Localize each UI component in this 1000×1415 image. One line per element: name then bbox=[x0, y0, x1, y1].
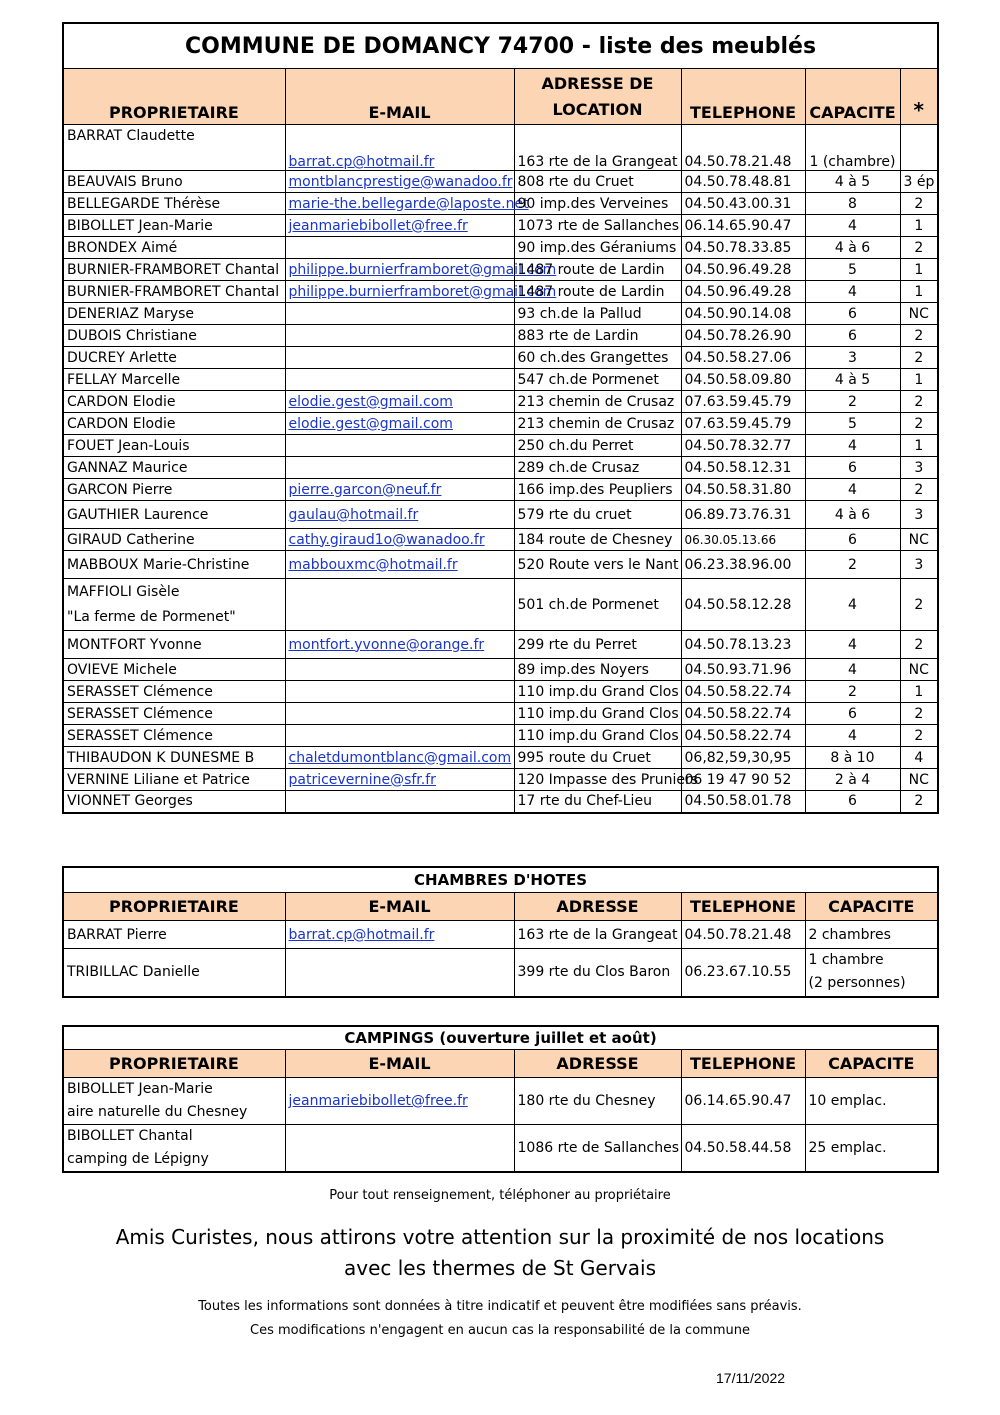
table-row bbox=[63, 125, 938, 171]
table-row bbox=[63, 281, 938, 303]
curistes-line2: avec les thermes de St Gervais bbox=[344, 1256, 656, 1280]
owner-name-line1: BIBOLLET Jean-Marie bbox=[67, 1081, 213, 1097]
phone: 06.89.73.76.31 bbox=[681, 501, 805, 529]
table-row bbox=[63, 237, 938, 259]
phone: 07.63.59.45.79 bbox=[681, 391, 805, 413]
capacity: 2 chambres bbox=[805, 921, 938, 949]
address: 213 chemin de Crusaz bbox=[514, 391, 681, 413]
phone: 04.50.58.22.74 bbox=[681, 703, 805, 725]
rating: NC bbox=[900, 659, 938, 681]
capacity: 4 bbox=[805, 725, 900, 747]
owner-name bbox=[63, 1125, 285, 1173]
email-empty bbox=[285, 347, 514, 369]
chambres-header-email: E-MAIL bbox=[285, 893, 514, 921]
owner-name: BURNIER-FRAMBORET Chantal bbox=[63, 281, 285, 303]
rating: 1 bbox=[900, 215, 938, 237]
phone: 04.50.58.27.06 bbox=[681, 347, 805, 369]
email-cell bbox=[285, 193, 529, 215]
email-empty bbox=[285, 949, 514, 997]
capacity: 2 à 4 bbox=[805, 769, 900, 791]
table-row bbox=[63, 659, 938, 681]
owner-name: DENERIAZ Maryse bbox=[63, 303, 285, 325]
capacity: 5 bbox=[805, 413, 900, 435]
phone: 06.23.38.96.00 bbox=[681, 551, 805, 579]
table-row bbox=[63, 551, 938, 579]
owner-name: CARDON Elodie bbox=[63, 391, 285, 413]
capacity: 5 bbox=[805, 259, 900, 281]
rating bbox=[900, 125, 938, 171]
email-link[interactable]: philippe.burnierframboret@gmail.com bbox=[288, 261, 557, 278]
address: 250 ch.du Perret bbox=[514, 435, 681, 457]
owner-name: FELLAY Marcelle bbox=[63, 369, 285, 391]
email-cell bbox=[285, 171, 514, 193]
meubles-body bbox=[63, 125, 938, 813]
email-link[interactable]: pierre.garcon@neuf.fr bbox=[288, 481, 442, 498]
owner-name: THIBAUDON K DUNESME B bbox=[63, 747, 285, 769]
email-cell bbox=[285, 501, 514, 529]
phone: 04.50.58.44.58 bbox=[681, 1125, 805, 1173]
table-row bbox=[63, 303, 938, 325]
owner-name: BARRAT Pierre bbox=[63, 921, 285, 949]
email-cell bbox=[285, 413, 514, 435]
email-cell bbox=[285, 769, 514, 791]
rating: 2 bbox=[900, 413, 938, 435]
capacity: 6 bbox=[805, 529, 900, 551]
email-cell bbox=[285, 551, 514, 579]
capacity: 1 (chambre) bbox=[805, 125, 900, 171]
email-link[interactable]: elodie.gest@gmail.com bbox=[288, 415, 453, 432]
owner-name: VIONNET Georges bbox=[63, 791, 285, 813]
chambres-header-adresse: ADRESSE bbox=[514, 893, 681, 921]
email-link[interactable]: marie-the.bellegarde@laposte.net bbox=[288, 195, 529, 212]
chambres-header-capacite: CAPACITE bbox=[805, 893, 938, 921]
capacity: 6 bbox=[805, 457, 900, 479]
owner-name: GAUTHIER Laurence bbox=[63, 501, 285, 529]
capacity: 6 bbox=[805, 325, 900, 347]
table-row bbox=[63, 703, 938, 725]
capacity: 4 bbox=[805, 631, 900, 659]
email-empty bbox=[285, 303, 514, 325]
table-row bbox=[63, 1125, 938, 1173]
owner-name: GIRAUD Catherine bbox=[63, 529, 285, 551]
capacity-line1: 1 chambre bbox=[808, 952, 884, 969]
header-proprietaire: PROPRIETAIRE bbox=[63, 69, 285, 125]
owner-name: DUBOIS Christiane bbox=[63, 325, 285, 347]
phone: 04.50.78.32.77 bbox=[681, 435, 805, 457]
rating: NC bbox=[900, 769, 938, 791]
phone: 04.50.93.71.96 bbox=[681, 659, 805, 681]
phone: 04.50.58.12.28 bbox=[681, 579, 805, 631]
capacity: 2 bbox=[805, 391, 900, 413]
capacity: 2 bbox=[805, 681, 900, 703]
table-row bbox=[63, 171, 938, 193]
rating: 1 bbox=[900, 281, 938, 303]
owner-name: OVIEVE Michele bbox=[63, 659, 285, 681]
rating: 2 bbox=[900, 631, 938, 659]
address: 1487 route de Lardin bbox=[514, 281, 681, 303]
table-row bbox=[63, 457, 938, 479]
email-link[interactable]: patricevernine@sfr.fr bbox=[288, 771, 436, 788]
email-cell bbox=[285, 259, 557, 281]
owner-name: SERASSET Clémence bbox=[63, 703, 285, 725]
phone: 04.50.58.09.80 bbox=[681, 369, 805, 391]
table-row bbox=[63, 579, 938, 631]
rating: 2 bbox=[900, 703, 938, 725]
rating: 3 bbox=[900, 501, 938, 529]
address: 166 imp.des Peupliers bbox=[514, 479, 681, 501]
address: 163 rte de la Grangeat bbox=[514, 921, 681, 949]
email-link[interactable]: mabbouxmc@hotmail.fr bbox=[288, 556, 458, 573]
header-telephone: TELEPHONE bbox=[681, 69, 805, 125]
table-row bbox=[63, 215, 938, 237]
header-star: * bbox=[900, 69, 938, 125]
chambres-header-telephone: TELEPHONE bbox=[681, 893, 805, 921]
table-row bbox=[63, 259, 938, 281]
address: 501 ch.de Pormenet bbox=[514, 579, 681, 631]
owner-name: GARCON Pierre bbox=[63, 479, 285, 501]
email-link[interactable]: montblancprestige@wanadoo.fr bbox=[288, 173, 513, 190]
email-empty bbox=[285, 791, 514, 813]
rating: 2 bbox=[900, 325, 938, 347]
capacity: 25 emplac. bbox=[805, 1125, 938, 1173]
campings-header-adresse: ADRESSE bbox=[514, 1050, 681, 1078]
rating: 1 bbox=[900, 259, 938, 281]
phone: 04.50.78.21.48 bbox=[681, 125, 805, 171]
address: 90 imp.des Géraniums bbox=[514, 237, 681, 259]
table-row bbox=[63, 769, 938, 791]
table-row bbox=[63, 921, 938, 949]
campings-header-email: E-MAIL bbox=[285, 1050, 514, 1078]
address: 1086 rte de Sallanches bbox=[514, 1125, 681, 1173]
capacity: 4 bbox=[805, 579, 900, 631]
email-empty bbox=[285, 457, 514, 479]
rating: 2 bbox=[900, 791, 938, 813]
curistes-line1: Amis Curistes, nous attirons votre attention sur la proximité de nos locations bbox=[115, 1225, 885, 1249]
table-row bbox=[63, 681, 938, 703]
header-capacite: CAPACITE bbox=[805, 69, 900, 125]
owner-name: BARRAT Claudette bbox=[63, 125, 285, 171]
phone: 04.50.58.01.78 bbox=[681, 791, 805, 813]
table-row bbox=[63, 347, 938, 369]
phone: 04.50.58.12.31 bbox=[681, 457, 805, 479]
phone: 06 19 47 90 52 bbox=[681, 769, 805, 791]
capacity: 4 à 5 bbox=[805, 171, 900, 193]
email-link[interactable]: philippe.burnierframboret@gmail.com bbox=[288, 283, 557, 300]
owner-name: MONTFORT Yvonne bbox=[63, 631, 285, 659]
email-cell bbox=[285, 529, 514, 551]
rating: 4 bbox=[900, 747, 938, 769]
table-row bbox=[63, 193, 938, 215]
table-row bbox=[63, 791, 938, 813]
meubles-table bbox=[62, 22, 939, 814]
address: 110 imp.du Grand Clos bbox=[514, 725, 681, 747]
email-cell bbox=[285, 215, 514, 237]
owner-name bbox=[63, 579, 285, 631]
phone: 06.14.65.90.47 bbox=[681, 1078, 805, 1125]
address: 808 rte du Cruet bbox=[514, 171, 681, 193]
rating: 2 bbox=[900, 391, 938, 413]
rating: 2 bbox=[900, 237, 938, 259]
phone: 04.50.78.13.23 bbox=[681, 631, 805, 659]
campings-header-capacite: CAPACITE bbox=[805, 1050, 938, 1078]
owner-name: BURNIER-FRAMBORET Chantal bbox=[63, 259, 285, 281]
page-title: COMMUNE DE DOMANCY 74700 - liste des meublés bbox=[63, 23, 938, 69]
header-adresse: ADRESSE DE LOCATION bbox=[514, 69, 681, 125]
owner-name: BIBOLLET Jean-Marie bbox=[63, 215, 285, 237]
rating: NC bbox=[900, 529, 938, 551]
email-empty bbox=[285, 369, 514, 391]
email-cell bbox=[285, 747, 514, 769]
email-link[interactable]: jeanmariebibollet@free.fr bbox=[288, 1093, 468, 1109]
table-row bbox=[63, 631, 938, 659]
rating: 1 bbox=[900, 681, 938, 703]
address: 184 route de Chesney bbox=[514, 529, 681, 551]
table-row bbox=[63, 479, 938, 501]
address: 180 rte du Chesney bbox=[514, 1078, 681, 1125]
owner-name: BRONDEX Aimé bbox=[63, 237, 285, 259]
email-link[interactable]: montfort.yvonne@orange.fr bbox=[288, 636, 485, 653]
campings-table bbox=[62, 1025, 939, 1173]
owner-name: DUCREY Arlette bbox=[63, 347, 285, 369]
rating: NC bbox=[900, 303, 938, 325]
address: 547 ch.de Pormenet bbox=[514, 369, 681, 391]
rating: 2 bbox=[900, 579, 938, 631]
capacity: 3 bbox=[805, 347, 900, 369]
email-cell bbox=[285, 479, 514, 501]
owner-name bbox=[63, 1078, 285, 1125]
address: 520 Route vers le Nant bbox=[514, 551, 681, 579]
address: 110 imp.du Grand Clos bbox=[514, 703, 681, 725]
email-empty bbox=[285, 435, 514, 457]
chambres-header-proprietaire: PROPRIETAIRE bbox=[63, 893, 285, 921]
phone: 04.50.78.26.90 bbox=[681, 325, 805, 347]
phone: 06.30.05.13.66 bbox=[681, 529, 805, 551]
capacity: 4 à 6 bbox=[805, 237, 900, 259]
address: 995 route du Cruet bbox=[514, 747, 681, 769]
address: 1487 route de Lardin bbox=[514, 259, 681, 281]
phone: 04.50.96.49.28 bbox=[681, 281, 805, 303]
capacity: 4 bbox=[805, 435, 900, 457]
disclaimer bbox=[0, 1295, 1000, 1343]
address: 89 imp.des Noyers bbox=[514, 659, 681, 681]
phone: 04.50.90.14.08 bbox=[681, 303, 805, 325]
email-empty bbox=[285, 1125, 514, 1173]
email-link[interactable]: elodie.gest@gmail.com bbox=[288, 393, 453, 410]
address: 399 rte du Clos Baron bbox=[514, 949, 681, 997]
email-cell bbox=[285, 631, 514, 659]
phone: 04.50.96.49.28 bbox=[681, 259, 805, 281]
email-empty bbox=[285, 325, 514, 347]
capacity: 4 bbox=[805, 281, 900, 303]
address: 289 ch.de Crusaz bbox=[514, 457, 681, 479]
phone: 04.50.78.48.81 bbox=[681, 171, 805, 193]
campings-title: CAMPINGS (ouverture juillet et août) bbox=[63, 1026, 938, 1050]
table-row bbox=[63, 949, 938, 997]
owner-name: SERASSET Clémence bbox=[63, 681, 285, 703]
owner-name: FOUET Jean-Louis bbox=[63, 435, 285, 457]
phone: 04.50.58.22.74 bbox=[681, 681, 805, 703]
phone: 07.63.59.45.79 bbox=[681, 413, 805, 435]
owner-name-line1: MAFFIOLI Gisèle bbox=[67, 583, 180, 600]
email-link[interactable]: jeanmariebibollet@free.fr bbox=[288, 217, 468, 234]
table-row bbox=[63, 413, 938, 435]
capacity: 4 à 5 bbox=[805, 369, 900, 391]
phone: 04.50.78.33.85 bbox=[681, 237, 805, 259]
table-row bbox=[63, 391, 938, 413]
address: 90 imp.des Verveines bbox=[514, 193, 681, 215]
email-link[interactable]: barrat.cp@hotmail.fr bbox=[288, 154, 435, 170]
owner-name: BEAUVAIS Bruno bbox=[63, 171, 285, 193]
table-row bbox=[63, 435, 938, 457]
capacity: 6 bbox=[805, 791, 900, 813]
curistes-note bbox=[0, 1222, 1000, 1284]
table-row bbox=[63, 1078, 938, 1125]
rating: 3 bbox=[900, 457, 938, 479]
rating: 2 bbox=[900, 193, 938, 215]
table-row bbox=[63, 325, 938, 347]
rating: 2 bbox=[900, 347, 938, 369]
owner-name: MABBOUX Marie-Christine bbox=[63, 551, 285, 579]
owner-name: TRIBILLAC Danielle bbox=[63, 949, 285, 997]
address: 213 chemin de Crusaz bbox=[514, 413, 681, 435]
rating: 1 bbox=[900, 369, 938, 391]
disclaimer-line2: Ces modifications n'engagent en aucun cas la responsabilité de la commune bbox=[250, 1323, 750, 1338]
owner-name-line2: aire naturelle du Chesney bbox=[67, 1104, 248, 1120]
rating: 2 bbox=[900, 479, 938, 501]
disclaimer-line1: Toutes les informations sont données à titre indicatif et peuvent être modifiées sans préavis. bbox=[198, 1299, 802, 1314]
email-empty bbox=[285, 237, 514, 259]
email-link[interactable]: cathy.giraud1o@wanadoo.fr bbox=[288, 531, 485, 548]
campings-header-proprietaire: PROPRIETAIRE bbox=[63, 1050, 285, 1078]
owner-name: BELLEGARDE Thérèse bbox=[63, 193, 285, 215]
phone: 04.50.58.31.80 bbox=[681, 479, 805, 501]
owner-name: VERNINE Liliane et Patrice bbox=[63, 769, 285, 791]
address: 883 rte de Lardin bbox=[514, 325, 681, 347]
address: 579 rte du cruet bbox=[514, 501, 681, 529]
phone: 04.50.43.00.31 bbox=[681, 193, 805, 215]
chambres-title: CHAMBRES D'HOTES bbox=[63, 867, 938, 893]
table-row bbox=[63, 747, 938, 769]
table-row bbox=[63, 529, 938, 551]
owner-name-line2: camping de Lépigny bbox=[67, 1151, 209, 1167]
capacity: 2 bbox=[805, 551, 900, 579]
address: 93 ch.de la Pallud bbox=[514, 303, 681, 325]
address: 110 imp.du Grand Clos bbox=[514, 681, 681, 703]
owner-name: CARDON Elodie bbox=[63, 413, 285, 435]
table-row bbox=[63, 501, 938, 529]
capacity-line2: (2 personnes) bbox=[808, 975, 906, 992]
capacity bbox=[805, 949, 938, 997]
email-link[interactable]: barrat.cp@hotmail.fr bbox=[288, 926, 435, 943]
email-empty bbox=[285, 725, 514, 747]
capacity: 8 bbox=[805, 193, 900, 215]
address: 120 Impasse des Pruniers bbox=[514, 769, 681, 791]
address: 17 rte du Chef-Lieu bbox=[514, 791, 681, 813]
table-row bbox=[63, 725, 938, 747]
email-link[interactable]: chaletdumontblanc@gmail.com bbox=[288, 749, 512, 766]
email-empty bbox=[285, 659, 514, 681]
email-empty bbox=[285, 681, 514, 703]
capacity: 4 à 6 bbox=[805, 501, 900, 529]
owner-name-line1: BIBOLLET Chantal bbox=[67, 1128, 193, 1144]
capacity: 8 à 10 bbox=[805, 747, 900, 769]
document-date: 17/11/2022 bbox=[716, 1370, 786, 1386]
email-cell bbox=[285, 281, 557, 303]
email-empty bbox=[285, 703, 514, 725]
info-note: Pour tout renseignement, téléphoner au propriétaire bbox=[329, 1188, 671, 1203]
capacity: 10 emplac. bbox=[805, 1078, 938, 1125]
address: 299 rte du Perret bbox=[514, 631, 681, 659]
capacity: 4 bbox=[805, 659, 900, 681]
owner-name: SERASSET Clémence bbox=[63, 725, 285, 747]
email-cell bbox=[285, 125, 514, 171]
rating: 3 ép bbox=[900, 171, 938, 193]
campings-header-telephone: TELEPHONE bbox=[681, 1050, 805, 1078]
address: 163 rte de la Grangeat bbox=[514, 125, 681, 171]
header-email: E-MAIL bbox=[285, 69, 514, 125]
phone: 04.50.78.21.48 bbox=[681, 921, 805, 949]
rating: 1 bbox=[900, 435, 938, 457]
email-cell bbox=[285, 391, 514, 413]
capacity: 6 bbox=[805, 303, 900, 325]
rating: 2 bbox=[900, 725, 938, 747]
owner-name-line2: "La ferme de Pormenet" bbox=[67, 608, 236, 625]
email-link[interactable]: gaulau@hotmail.fr bbox=[288, 506, 419, 523]
rating: 3 bbox=[900, 551, 938, 579]
phone: 06.14.65.90.47 bbox=[681, 215, 805, 237]
phone: 04.50.58.22.74 bbox=[681, 725, 805, 747]
capacity: 4 bbox=[805, 215, 900, 237]
email-empty bbox=[285, 579, 514, 631]
capacity: 6 bbox=[805, 703, 900, 725]
address: 60 ch.des Grangettes bbox=[514, 347, 681, 369]
chambres-table bbox=[62, 866, 939, 998]
phone: 06,82,59,30,95 bbox=[681, 747, 805, 769]
table-row bbox=[63, 369, 938, 391]
owner-name: GANNAZ Maurice bbox=[63, 457, 285, 479]
capacity: 4 bbox=[805, 479, 900, 501]
phone: 06.23.67.10.55 bbox=[681, 949, 805, 997]
address: 1073 rte de Sallanches bbox=[514, 215, 681, 237]
